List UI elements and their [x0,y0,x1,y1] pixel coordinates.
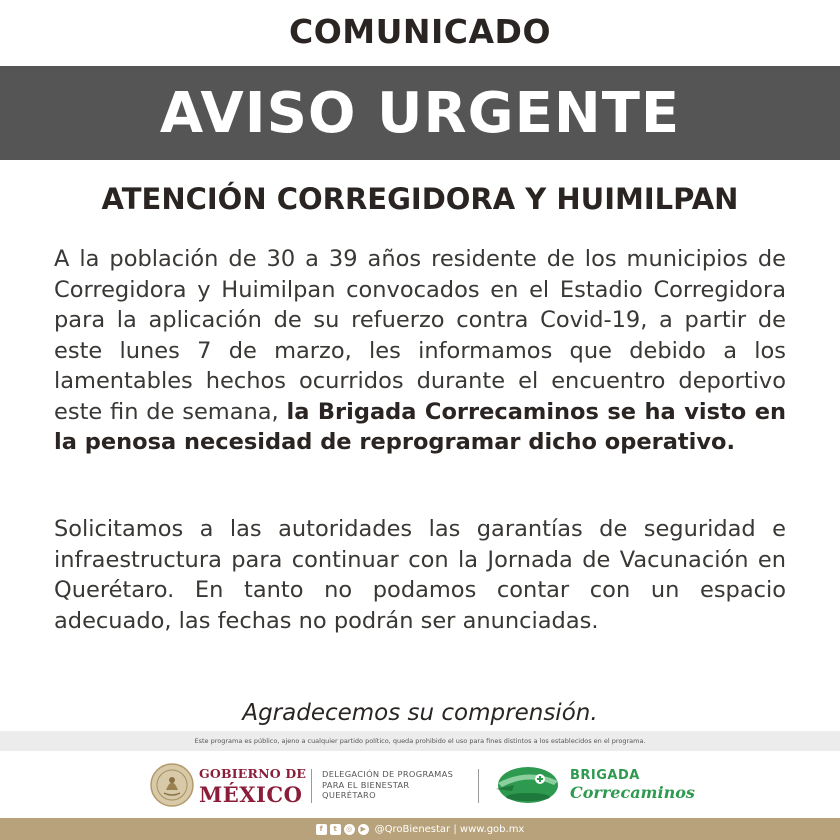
notice-paragraph-1-text: A la población de 30 a 39 años residente de los municipios de Corregidora y Huimilpan convocados en el Estadio Corregidora para la aplicación de su refuerzo contra Covid-19, a partir de este lunes 7 de marzo, les informamos que debido a los lamentables hechos ocurridos durante el encuentro deportivo este fin de semana, [54,246,786,425]
notice-subheading: ATENCIÓN CORREGIDORA Y HUIMILPAN [101,182,739,216]
gobierno-line-2: MÉXICO [199,781,303,807]
delegacion-line-3: QUERÉTARO [322,790,376,800]
instagram-icon[interactable]: ◎ [344,824,355,835]
facebook-icon[interactable]: f [316,824,327,835]
disclaimer-text: Este programa es público, ajeno a cualquier partido político, queda prohibido el uso para fines distintos a los establecidos en el programa. [194,737,646,745]
brigada-line-1: BRIGADA [570,768,640,783]
social-icons [316,824,369,835]
logos-strip [0,755,840,817]
gobierno-mexico-logo [199,768,306,805]
disclaimer-bar [0,731,840,751]
gobierno-line-1: GOBIERNO DE [199,766,307,781]
mexico-seal-icon [150,763,194,807]
footer-bar [0,818,840,840]
logo-divider [311,769,312,803]
brigada-line-2: Correcaminos [570,783,695,802]
notice-paragraph-1-bold: la Brigada Correcaminos se ha visto en la penosa necesidad de reprogramar dicho operativo. [54,398,786,455]
urgent-banner-text: AVISO URGENTE [159,80,681,146]
youtube-icon[interactable]: ▶ [358,824,369,835]
footer-handle-text[interactable]: @QroBienestar | www.gob.mx [374,823,525,835]
delegacion-text [322,769,453,801]
twitter-icon[interactable]: t [330,824,341,835]
notice-paragraph-1 [54,244,786,458]
notice-paragraph-2: Solicitamos a las autoridades las garantías de seguridad e infraestructura para continuar con la Jornada de Vacunación en Querétaro. En tanto no podamos contar con un espacio adecuado, las fechas no podrán ser anunciadas. [54,516,786,634]
delegacion-line-1: DELEGACIÓN DE PROGRAMAS [322,769,454,779]
urgent-banner [0,66,840,160]
logo-divider [478,769,479,803]
brigada-correcaminos-icon [492,761,562,807]
page-title: COMUNICADO [288,12,551,51]
delegacion-line-2: PARA EL BIENESTAR [322,779,410,790]
brigada-correcaminos-logo [570,769,695,801]
closing-thanks: Agradecemos su comprensión. [242,700,598,726]
